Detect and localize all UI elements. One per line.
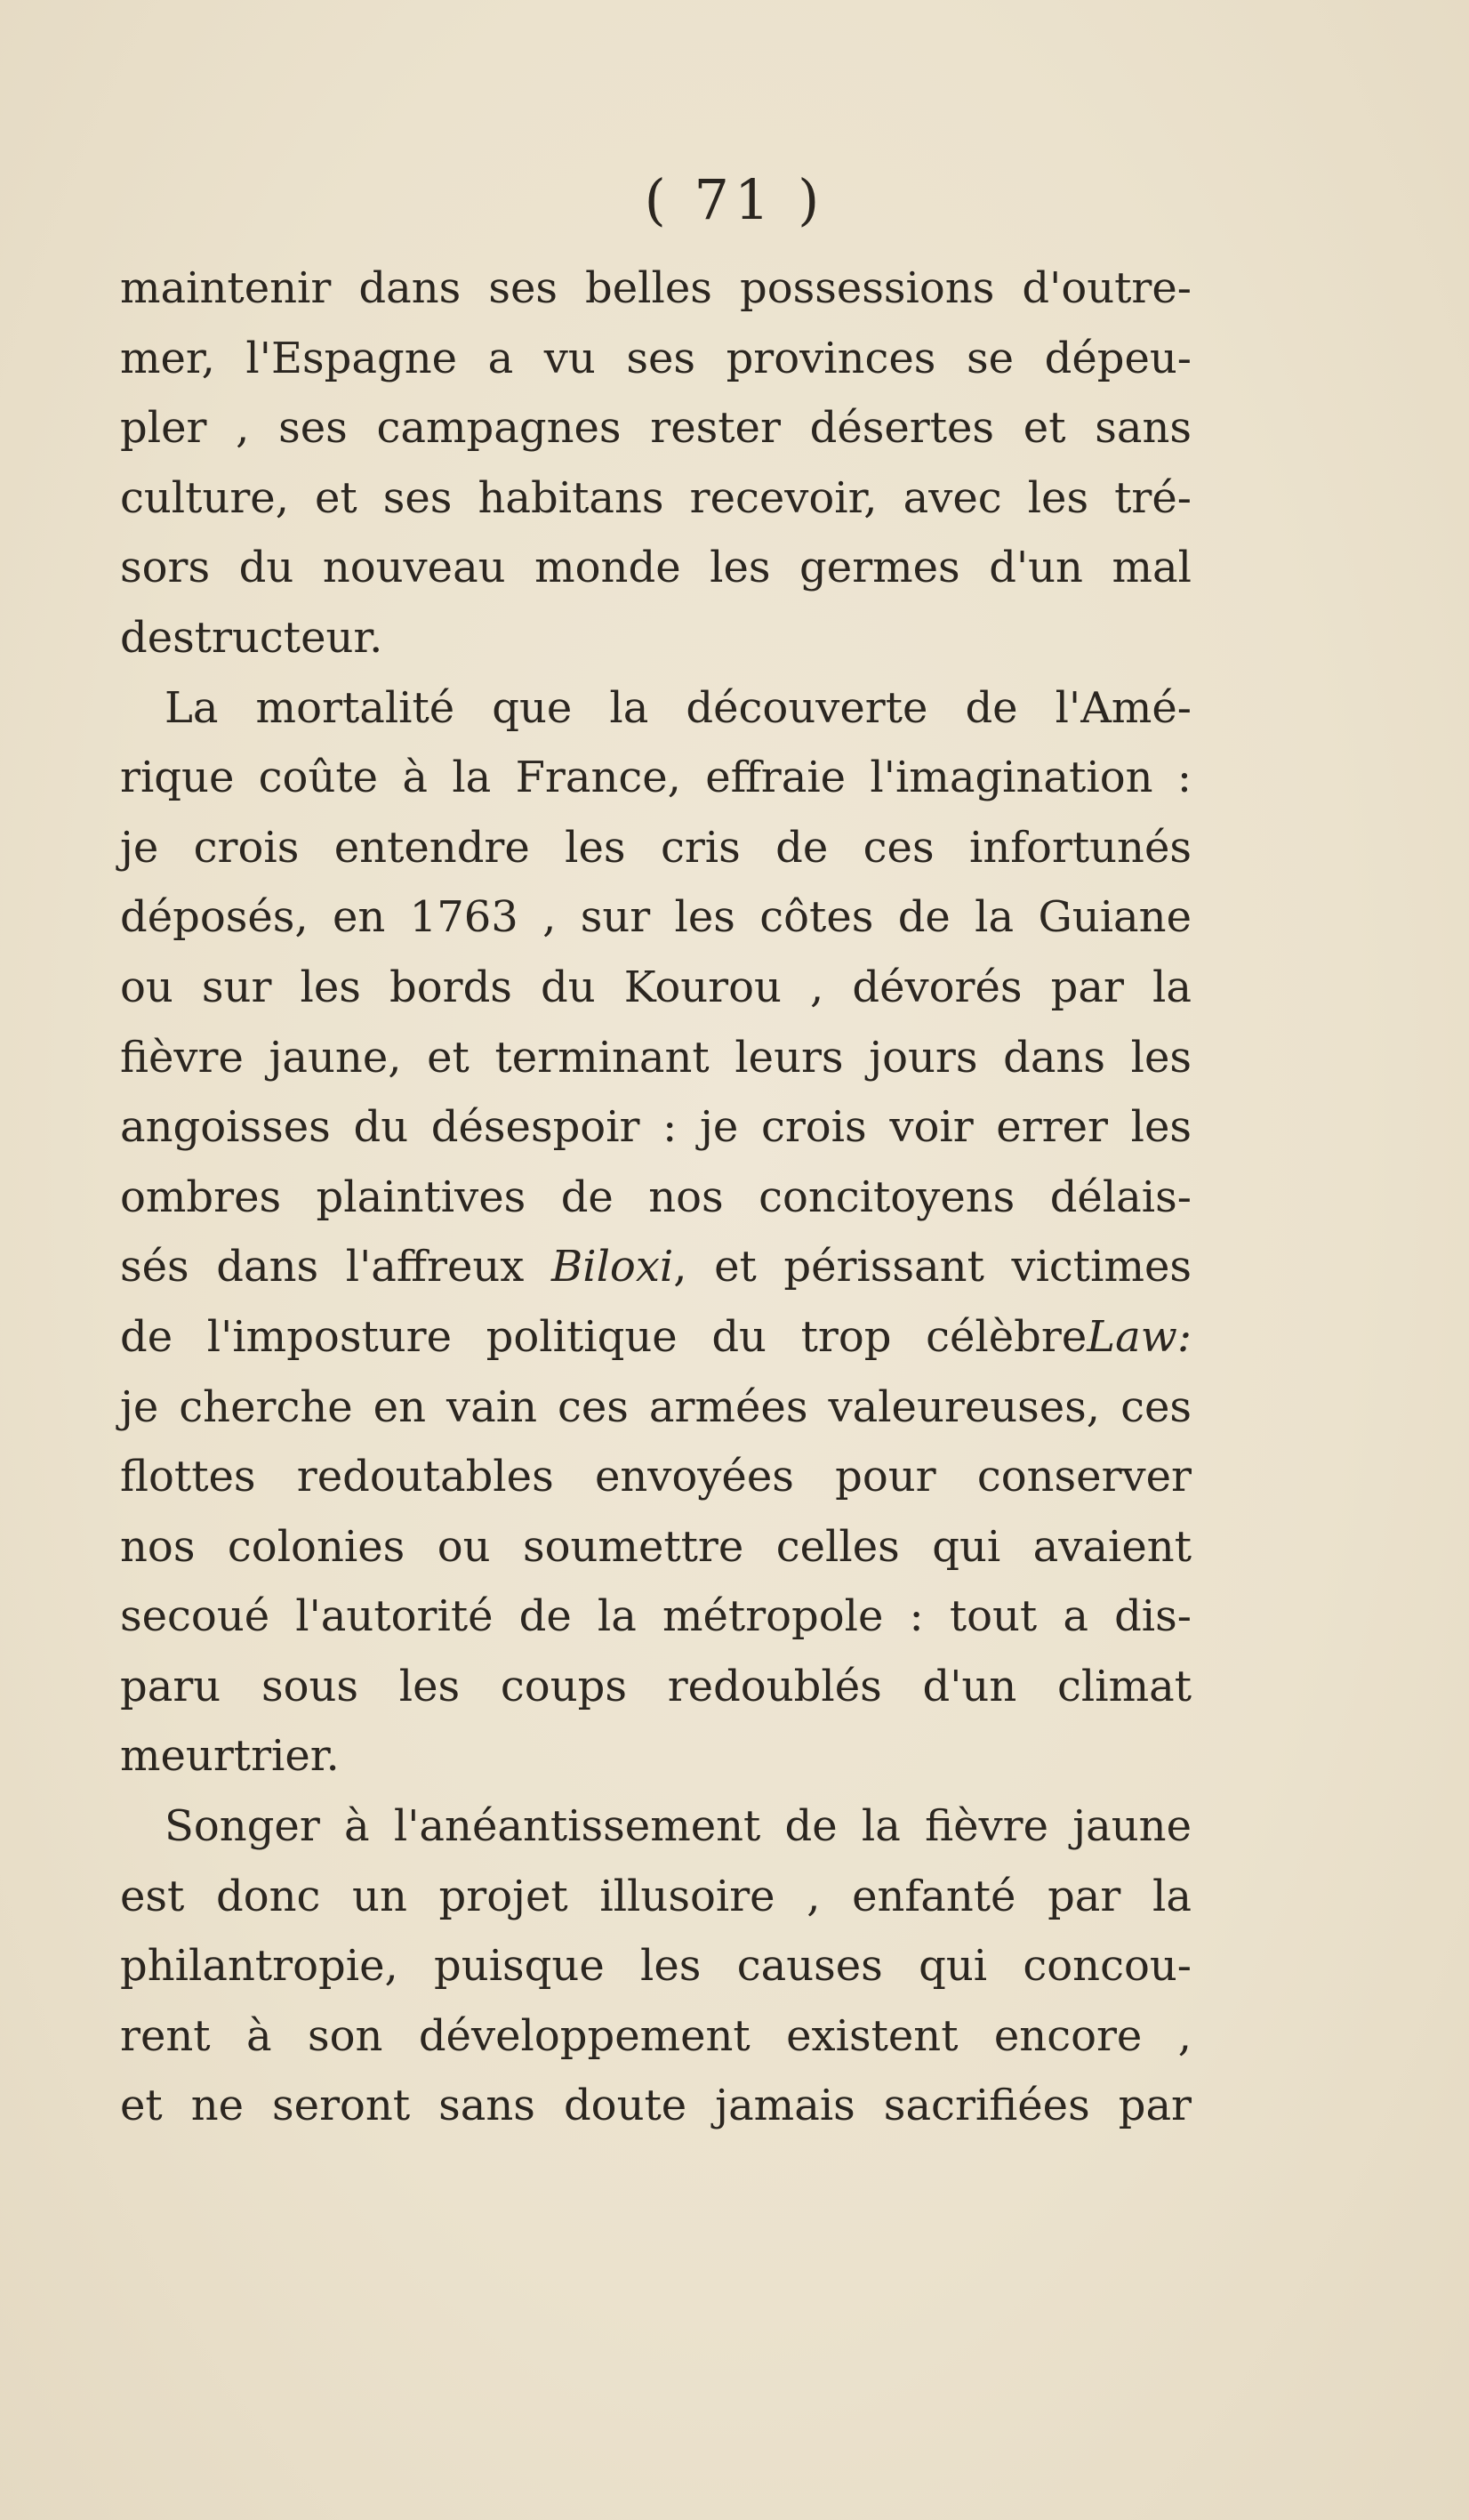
text-line: fièvre jaune, et terminant leurs jours dans les	[120, 1032, 1192, 1083]
text-line: nos colonies ou soumettre celles qui avaient	[120, 1521, 1192, 1572]
body-text	[120, 254, 1192, 2141]
text-line: je cherche en vain ces armées valeureuses, ces	[120, 1381, 1192, 1432]
text-line: La mortalité que la découverte de l'Amé-	[165, 682, 1192, 733]
text-line: destructeur.	[120, 612, 383, 663]
text-line: angoisses du désespoir : je crois voir errer les	[120, 1102, 1192, 1153]
text-line: pler , ses campagnes rester désertes et sans	[120, 403, 1192, 454]
text-line: ombres plaintives de nos concitoyens délais-	[120, 1171, 1192, 1222]
page-number: ( 71 )	[644, 167, 825, 232]
text-line: mer, l'Espagne a vu ses provinces se dépeu-	[120, 333, 1192, 383]
text-line: déposés, en 1763 , sur les côtes de la Guiane	[120, 892, 1192, 943]
italic-word-law: Law:	[1087, 1311, 1192, 1362]
italic-word-biloxi: Biloxi	[550, 1242, 674, 1292]
text-line: et ne seront sans doute jamais sacrifiées par	[120, 2081, 1192, 2131]
text-line: meurtrier.	[120, 1731, 340, 1782]
text-line: ou sur les bords du Kourou , dévorés par la	[120, 962, 1192, 1012]
text-line: secoué l'autorité de la métropole : tout a dis-	[120, 1591, 1192, 1642]
text-line-mixed	[120, 1232, 1192, 1302]
text-line: je crois entendre les cris de ces infortunés	[120, 822, 1192, 873]
text-line: culture, et ses habitans recevoir, avec les tré-	[120, 472, 1192, 523]
text-line: maintenir dans ses belles possessions d'outre-	[120, 263, 1192, 313]
text-line: paru sous les coups redoublés d'un climat	[120, 1661, 1192, 1711]
text-line: est donc un projet illusoire , enfanté par la	[120, 1871, 1192, 1921]
text-line: sors du nouveau monde les germes d'un mal	[120, 543, 1192, 593]
text-line-mixed	[120, 1302, 1192, 1373]
text-segment: , et périssant victimes	[673, 1242, 1192, 1292]
text-line: rent à son développement existent encore ,	[120, 2010, 1192, 2061]
text-line: rique coûte à la France, effraie l'imagination :	[120, 753, 1192, 803]
text-line: flottes redoutables envoyées pour conserver	[120, 1452, 1192, 1502]
text-segment: sés dans l'affreux	[120, 1242, 525, 1292]
text-line: Songer à l'anéantissement de la fièvre jaune	[165, 1801, 1192, 1852]
text-line: philantropie, puisque les causes qui concou-	[120, 1941, 1192, 1992]
text-segment: de l'imposture politique du trop célèbre	[120, 1311, 1088, 1362]
